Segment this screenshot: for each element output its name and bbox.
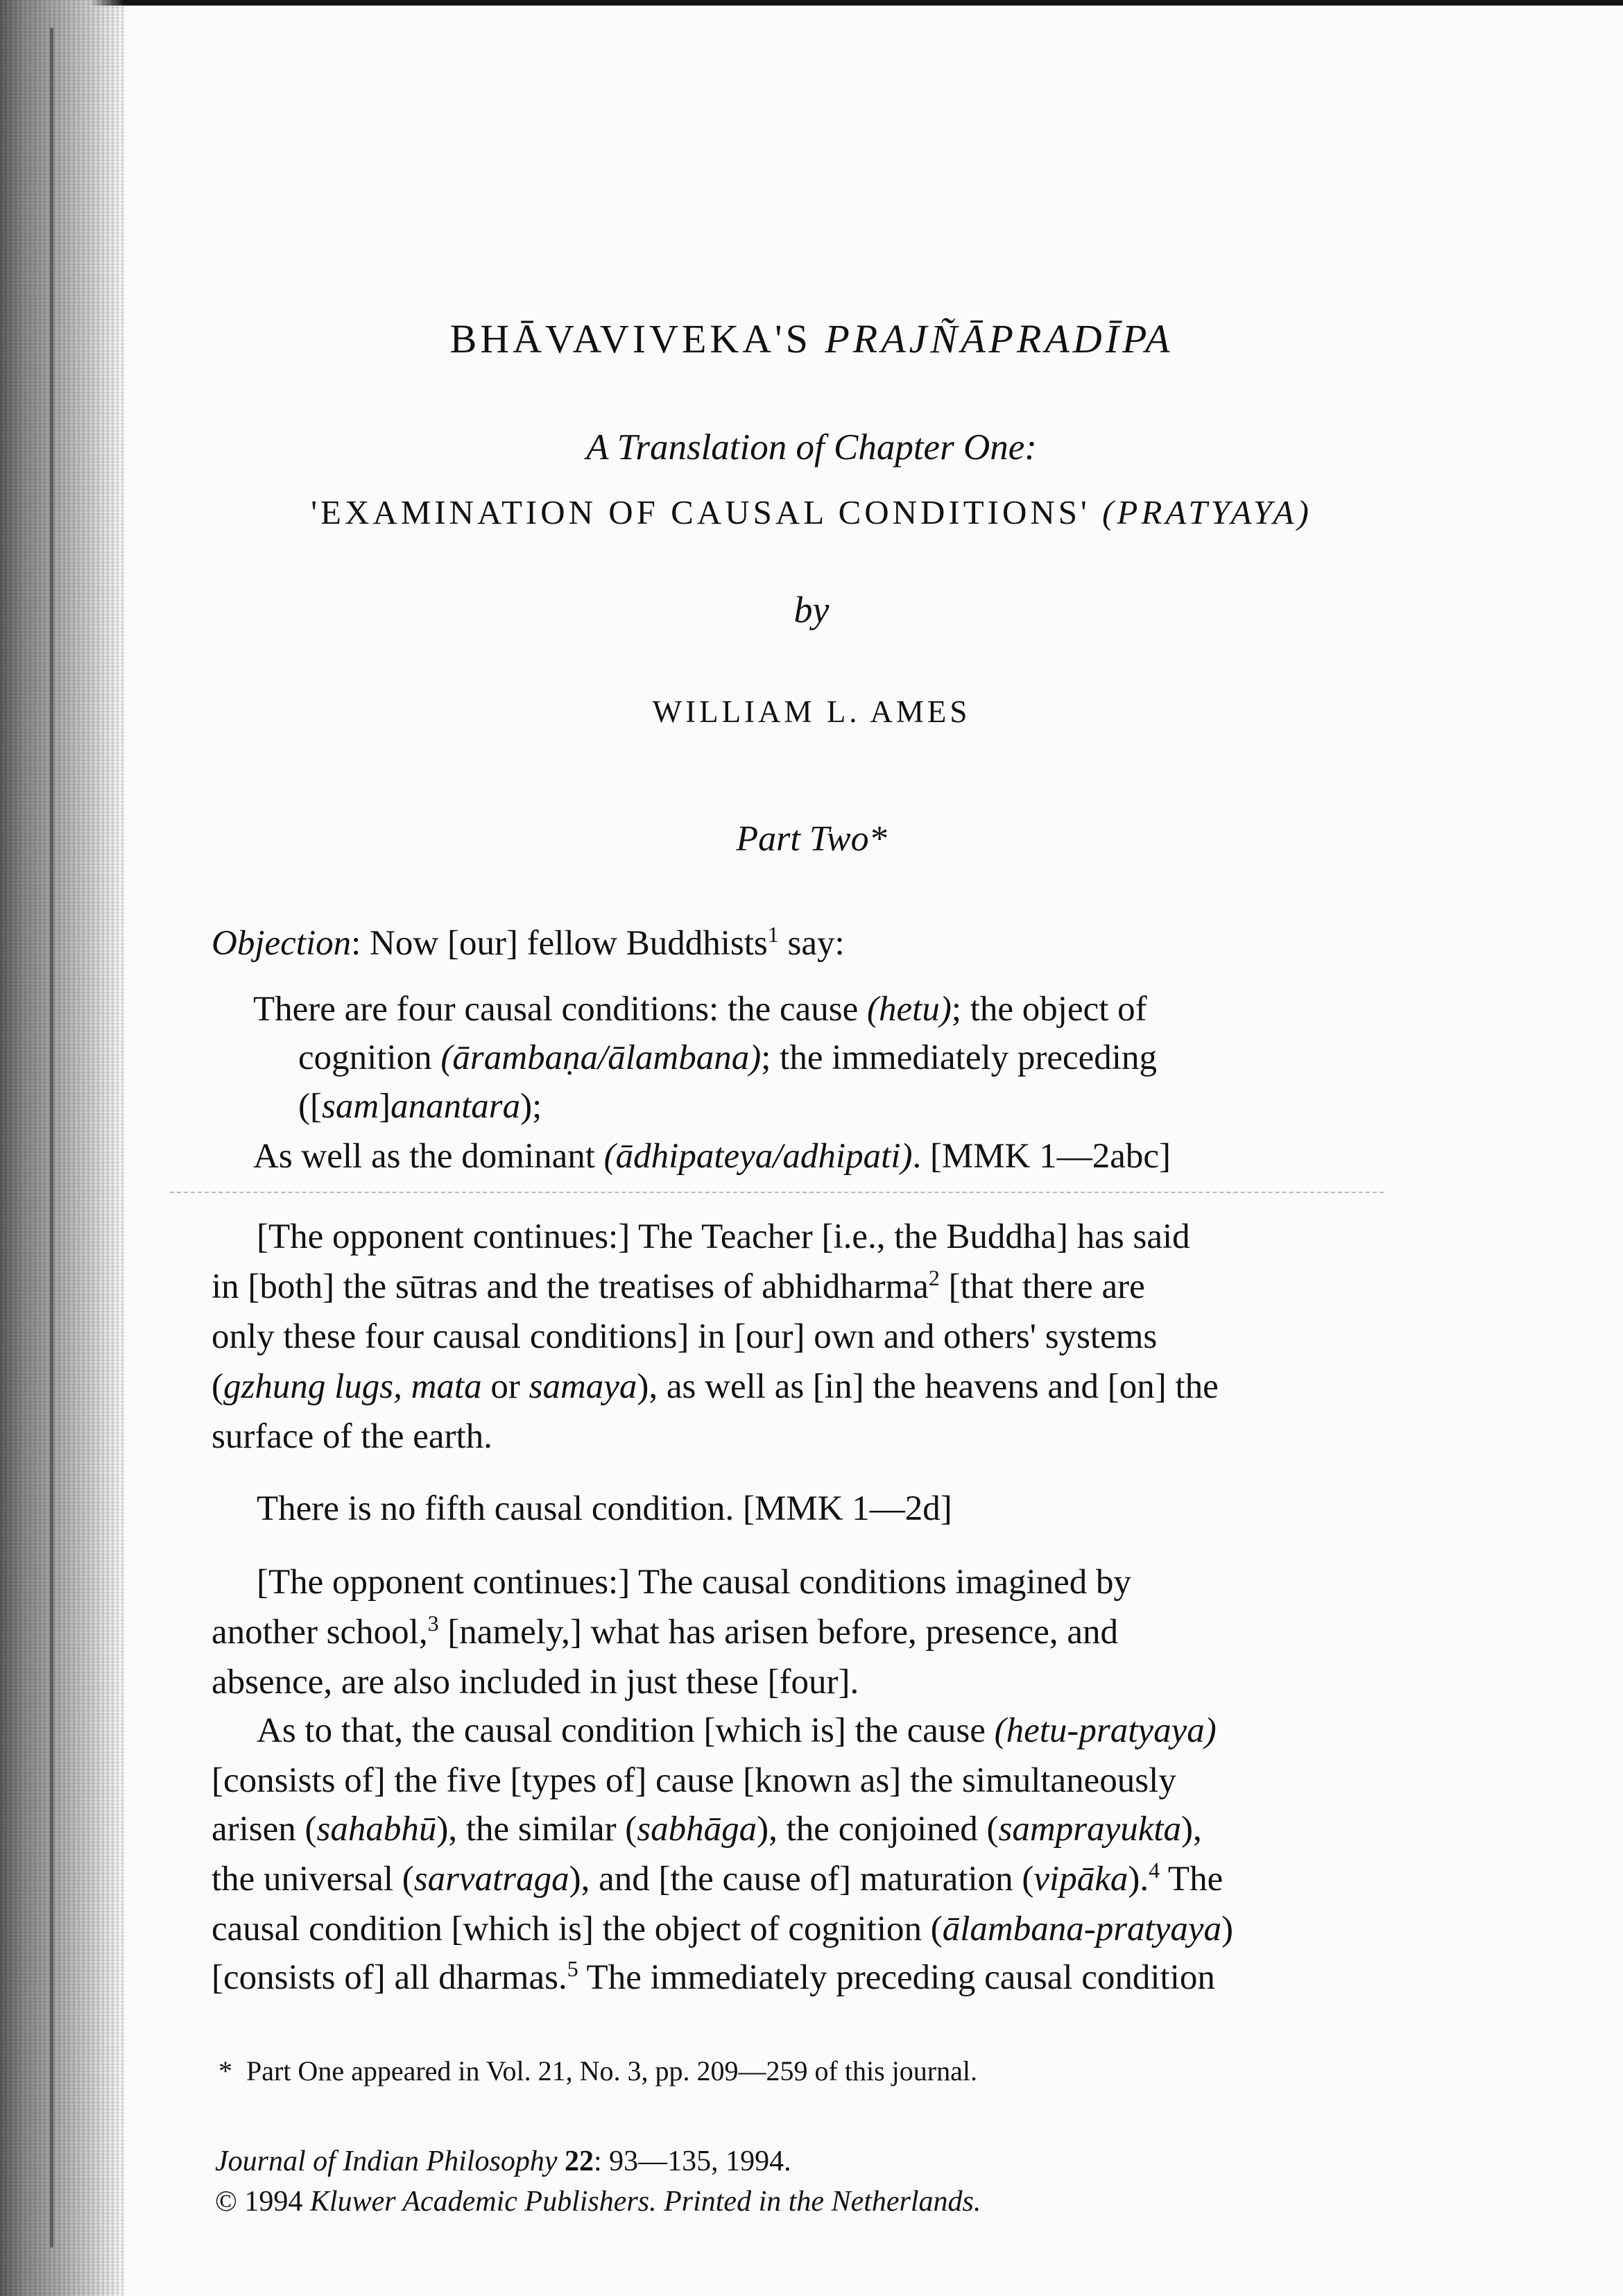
verse-text: . [MMK 1—2abc]: [912, 1137, 1171, 1176]
verse-line-2: [298, 1040, 1157, 1076]
footnote-marker: *: [218, 2055, 232, 2087]
para-text: another school,: [212, 1613, 428, 1652]
para-text: ).: [1128, 1860, 1149, 1899]
verse-line-1: [253, 992, 1147, 1027]
para-text: causal condition [which is] the object of cognition (: [212, 1910, 943, 1948]
para-term: sahabhū: [316, 1810, 437, 1849]
para-text: in [both] the sūtras and the treatises of abhidharma: [212, 1267, 929, 1306]
verse2-line: There is no fifth causal condition. [MMK 1—2d]: [257, 1489, 952, 1528]
verse-term: (hetu): [867, 990, 952, 1029]
copyright-line: [215, 2185, 981, 2218]
verse-term: (ārambaṇa/ālambana): [440, 1038, 762, 1077]
journal-citation: [215, 2145, 791, 2178]
footnote: [218, 2055, 977, 2087]
para-term: (hetu-pratyaya): [994, 1711, 1217, 1750]
chapter-heading-text: 'EXAMINATION OF CAUSAL CONDITIONS': [311, 493, 1090, 531]
objection-end: say:: [778, 924, 845, 963]
title-author: BHĀVAVIVEKA'S: [449, 316, 812, 361]
note-ref-3: 3: [427, 1611, 439, 1636]
para-text: As to that, the causal condition [which is] the cause: [257, 1711, 995, 1750]
verse-text: ]: [379, 1087, 391, 1126]
para-text: [namely,] what has arisen before, presence, and: [438, 1613, 1118, 1652]
verse-text: );: [520, 1087, 542, 1126]
verse-text: ; the immediately preceding: [761, 1038, 1157, 1077]
para2-line-1: [The opponent continues:] The causal conditions imagined by: [257, 1563, 1132, 1602]
author-name: WILLIAM L. AMES: [652, 694, 971, 729]
chapter-heading: [0, 492, 1623, 532]
article-subtitle: A Translation of Chapter One:: [586, 427, 1037, 468]
para-term: ālambana-pratyaya: [942, 1910, 1221, 1948]
para-term: sarvatraga: [413, 1860, 569, 1899]
para-text: The: [1160, 1860, 1223, 1899]
scan-top-edge: [0, 0, 1623, 6]
para-text: or: [481, 1367, 529, 1406]
para-text: [that there are: [939, 1267, 1145, 1306]
para-term: vipāka: [1033, 1860, 1128, 1899]
verse-term: (ādhipateya/adhipati): [603, 1137, 913, 1176]
title-work: PRAJÑĀPRADĪPA: [825, 316, 1174, 361]
copyright-year: © 1994: [215, 2186, 303, 2218]
verse-line-3: [298, 1089, 542, 1124]
verse-line-4: [253, 1139, 1171, 1174]
verse-text: ; the object of: [951, 990, 1147, 1029]
para-text: ), the similar (: [436, 1810, 637, 1849]
objection-text: : Now [our] fellow Buddhists: [351, 924, 768, 963]
para-term: samaya: [529, 1367, 637, 1406]
note-ref-4: 4: [1149, 1858, 1160, 1883]
article-title: [0, 316, 1623, 362]
journal-pages: : 93—135, 1994.: [593, 2145, 791, 2177]
para1-line-5: surface of the earth.: [212, 1417, 492, 1456]
objection-line: [212, 922, 845, 963]
para3-line-3: [212, 1812, 1202, 1847]
para3-line-5: [212, 1912, 1233, 1947]
para-term: sabhāga: [637, 1810, 757, 1849]
note-ref-1: 1: [767, 922, 779, 947]
para-term: samprayukta: [998, 1810, 1182, 1849]
para2-line-2: [212, 1611, 1118, 1652]
para-text: [consists of] all dharmas.: [212, 1958, 567, 1997]
para-text: ), as well as [in] the heavens and [on] the: [637, 1367, 1219, 1406]
para-term: gzhung lugs, mata: [223, 1367, 482, 1406]
verse-text: There are four causal conditions: the cause: [253, 990, 868, 1029]
para-text: arisen (: [212, 1810, 317, 1849]
para2-line-3: absence, are also included in just these [four].: [212, 1663, 859, 1702]
para1-line-3: only these four causal conditions] in [our] own and others' systems: [212, 1317, 1158, 1356]
verse-text: As well as the dominant: [253, 1137, 604, 1176]
scan-dashed-line: [170, 1192, 1384, 1193]
para3-line-2: [consists of] the five [types of] cause [known as] the simultaneously: [212, 1761, 1176, 1800]
para1-line-1: [The opponent continues:] The Teacher [i.e., the Buddha] has said: [257, 1217, 1190, 1256]
chapter-term: (PRATYAYA): [1102, 493, 1312, 531]
journal-volume: 22: [564, 2145, 594, 2177]
verse-text: cognition: [298, 1038, 441, 1077]
verse-text: ([: [298, 1087, 322, 1126]
part-heading: Part Two*: [736, 819, 887, 859]
byline: by: [793, 589, 830, 631]
para-text: ): [1221, 1910, 1233, 1948]
journal-name: Journal of Indian Philosophy: [215, 2145, 558, 2177]
para-text: the universal (: [212, 1860, 414, 1899]
para3-line-6: [212, 1956, 1215, 1997]
para1-line-4: (gzhung lugs, mata or samaya), as well as [in] the heavens and [on] the: [212, 1367, 1219, 1406]
footnote-text: Part One appeared in Vol. 21, No. 3, pp. 209—259 of this journal.: [246, 2055, 977, 2087]
publisher: Kluwer Academic Publishers. Printed in the Netherlands.: [309, 2186, 981, 2218]
verse-term: sam: [321, 1087, 379, 1126]
para-text: ), and [the cause of] maturation (: [569, 1860, 1034, 1899]
para-text: ),: [1181, 1810, 1202, 1849]
para3-line-4: [212, 1858, 1223, 1899]
para1-line-2: [212, 1265, 1145, 1306]
verse-term: anantara: [390, 1087, 521, 1126]
para-text: The immediately preceding causal condition: [578, 1958, 1215, 1997]
note-ref-2: 2: [928, 1265, 940, 1290]
para3-line-1: [257, 1713, 1217, 1749]
para-text: ), the conjoined (: [757, 1810, 999, 1849]
objection-label: Objection: [212, 924, 352, 963]
note-ref-5: 5: [567, 1956, 578, 1981]
